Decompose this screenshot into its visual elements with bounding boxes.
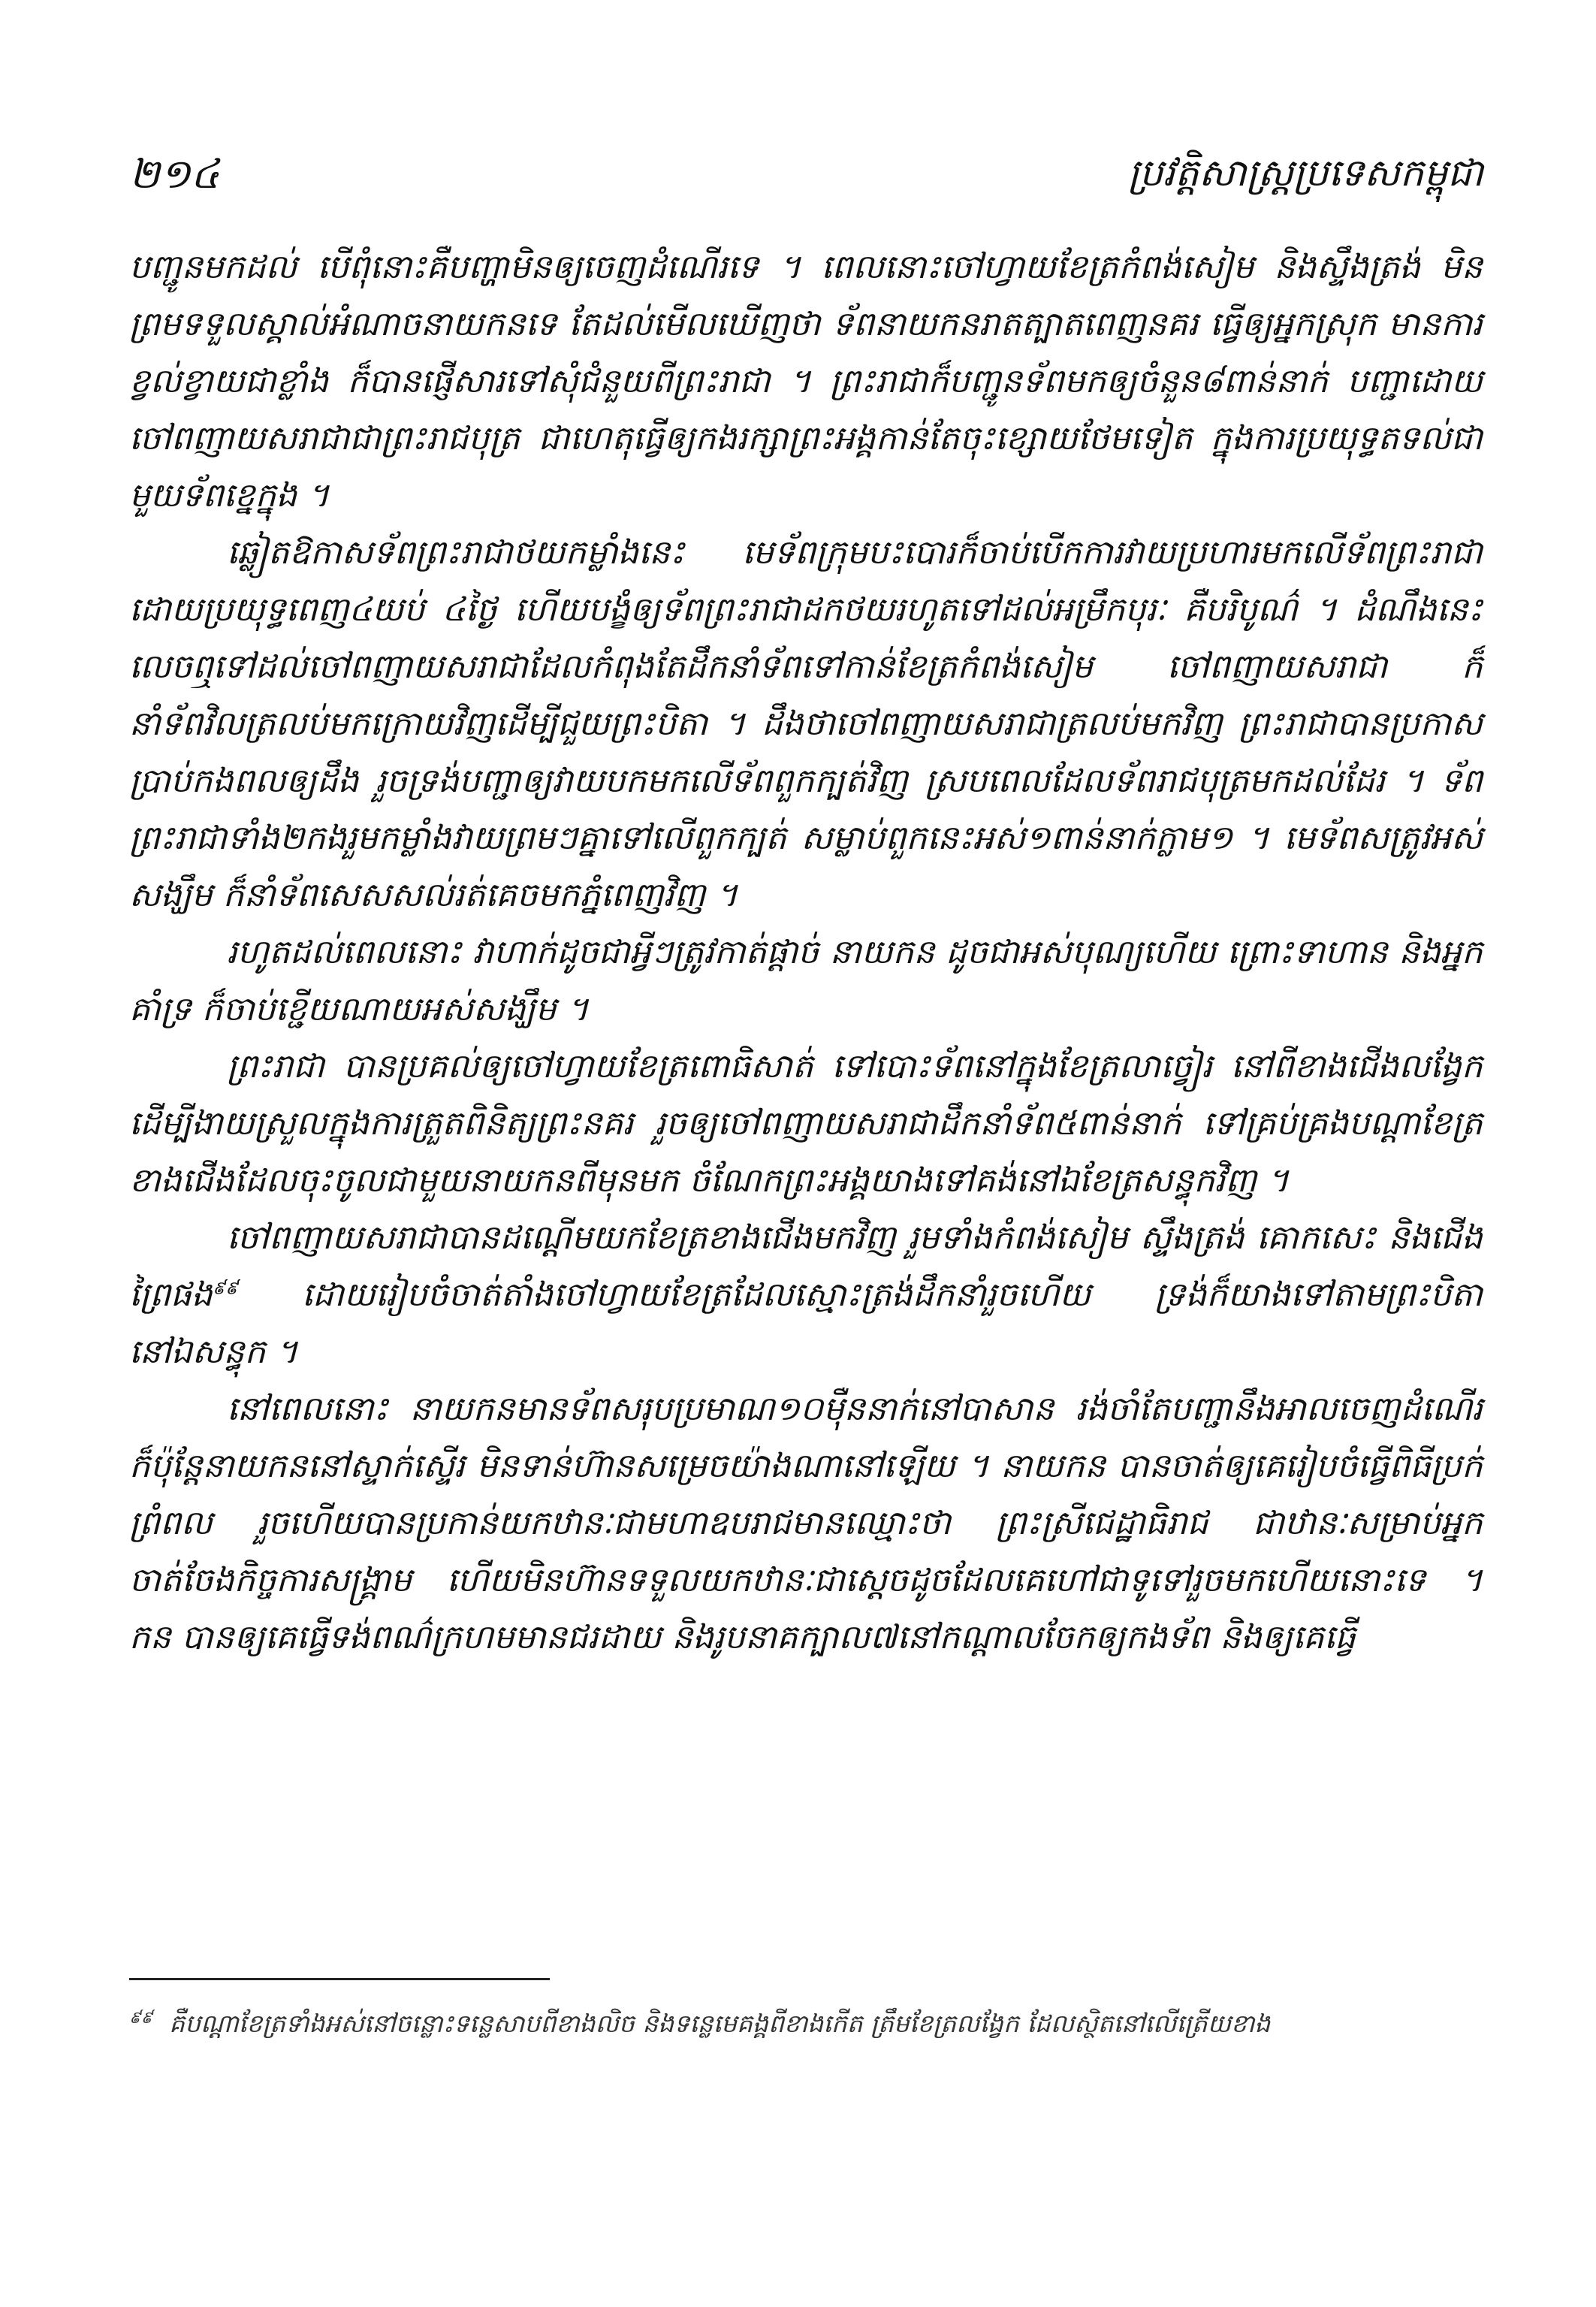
footnote-number: ៩៩ [129, 2009, 153, 2028]
footnote [129, 2000, 1483, 2043]
main-text [129, 239, 1483, 1666]
page-number: ២១៤ [129, 150, 219, 198]
paragraph [129, 1381, 1483, 1666]
page-header [129, 150, 1483, 222]
paragraph [129, 1038, 1483, 1209]
paragraph-text: ដោយរៀបចំចាត់តាំងចៅហ្វាយខែត្រដែលស្មោះត្រង់ដឹកនាំរួចហើយ ទ្រង់ក៏យាងទៅតាមព្រះបិតានៅឯសន្ធុក ។ [129, 1276, 1483, 1371]
footnote-divider [129, 1978, 550, 1980]
paragraph-text: ព្រះរាជា បានប្រគល់ឲ្យចៅហ្វាយខែត្រពោធិសាត់ ទៅបោះទ័ពនៅក្នុងខែត្រលាច្វៀរ នៅពីខាងជើងលង្វែក ដើម្បីងាយស្រួលក្នុងការត្រួតពិនិត្យព្រះនគរ រួចឲ្យចៅពញាយសរាជាដឹកនាំទ័ព៥ពាន់នាក់ ទៅគ្រប់គ្រងបណ្តាខែត្រខាងជើងដែលចុះចូលជាមួយនាយកនពីមុនមក ចំណែកព្រះអង្គយាងទៅគង់នៅឯខែត្រសន្ធុកវិញ ។ [129, 1047, 1483, 1200]
paragraph [129, 524, 1483, 924]
paragraph [129, 924, 1483, 1038]
paragraph-text: បញ្ជូនមកដល់ បើពុំនោះគឺបញ្ហាមិនឲ្យចេញដំណើរទេ ។ ពេលនោះចៅហ្វាយខែត្រកំពង់សៀម និងស្ទឹងត្រង់ មិនព្រមទទួលស្គាល់អំណាចនាយកនទេ តែដល់មើលឃើញថា ទ័ពនាយកនរាតត្បាតពេញនគរ ធ្វើឲ្យអ្នកស្រុក មានការខ្វល់ខ្វាយជាខ្លាំង ក៏បានផ្ញើសារទៅសុំជំនួយពីព្រះរាជា ។ ព្រះរាជាក៏បញ្ជូនទ័ពមកឲ្យចំនួន៨ពាន់នាក់ បញ្ជាដោយចៅពញាយសរាជាជាព្រះរាជបុត្រ ជាហេតុធ្វើឲ្យកងរក្សាព្រះអង្គកាន់តែចុះខ្សោយថែមទៀត ក្នុងការប្រយុទ្ធតទល់ជាមួយទ័ពខ្នេក្នុង ។ [129, 248, 1483, 515]
paragraph [129, 1209, 1483, 1381]
paragraph-text: ឆ្លៀតឱកាសទ័ពព្រះរាជាថយកម្លាំងនេះ មេទ័ពក្រុមបះបោរក៏ចាប់បើកការវាយប្រហារមកលើទ័ពព្រះរាជា ដោយប្រយុទ្ធពេញ៤យប់ ៤ថ្ងៃ ហើយបង្ខំឲ្យទ័ពព្រះរាជាដកថយរហូតទៅដល់អម្រឹកបុរៈ គឺបរិបូណ៌ ។ ដំណឹងនេះ លេចឮទៅដល់ចៅពញាយសរាជាដែលកំពុងតែដឹកនាំទ័ពទៅកាន់ខែត្រកំពង់សៀម ចៅពញាយសរាជា ក៏នាំទ័ពវិលត្រលប់មកក្រោយវិញដើម្បីជួយព្រះបិតា ។ ដឹងថាចៅពញាយសរាជាត្រលប់មកវិញ ព្រះរាជាបានប្រកាសប្រាប់កងពលឲ្យដឹង រួចទ្រង់បញ្ជាឲ្យវាយបកមកលើទ័ពពួកក្បត់វិញ ស្របពេលដែលទ័ពរាជបុត្រមកដល់ដែរ ។ ទ័ពព្រះរាជាទាំង២កងរួមកម្លាំងវាយព្រមៗគ្នាទៅលើពួកក្បត់ សម្លាប់ពួកនេះអស់១ពាន់នាក់ក្លាម១ ។ មេទ័ពសត្រូវអស់សង្ឃឹម ក៏នាំទ័ពសេសសល់រត់គេចមកភ្នំពេញវិញ ។ [129, 533, 1483, 914]
paragraph-text: ចៅពញាយសរាជាបានដណ្តើមយកខែត្រខាងជើងមកវិញ រួមទាំងកំពង់សៀម ស្ទឹងត្រង់ គោកសេះ និងជើងព្រៃផង [129, 1218, 1483, 1314]
running-title: ប្រវត្តិសាស្ត្រប្រទេសកម្ពុជា [1127, 151, 1483, 195]
footnote-reference[interactable]: ៩៩ [212, 1277, 238, 1299]
paragraph-text: នៅពេលនោះ នាយកនមានទ័ពសរុបប្រមាណ១០ម៉ឺននាក់នៅបាសាន រង់ចាំតែបញ្ជានឹងអាលចេញដំណើរ ក៏ប៉ុន្តែនាយកននៅស្ទាក់ស្ទើរ មិនទាន់ហ៊ានសម្រេចយ៉ាងណានៅឡើយ ។ នាយកន បានចាត់ឲ្យគេរៀបចំធ្វើពិធីប្រក់ព្រំពល រួចហើយបានប្រកាន់យកឋានៈជាមហាឧបរាជមានឈ្មោះថា ព្រះស្រីជេដ្ឋាធិរាជ ជាឋានៈសម្រាប់អ្នកចាត់ចែងកិច្ចការសង្គ្រាម ហើយមិនហ៊ានទទួលយកឋានៈជាស្តេចដូចដែលគេហៅជាទូទៅរួចមកហើយនោះទេ ។ កន បានឲ្យគេធ្វើទង់ពណ៌ក្រហមមានជរដាយ និងរូបនាគក្បាល៧នៅកណ្តាលចែកឲ្យកងទ័ព និងឲ្យគេធ្វើ [129, 1390, 1483, 1656]
paragraph-text: រហូតដល់ពេលនោះ វាហាក់ដូចជាអ្វីៗត្រូវកាត់ផ្តាច់ នាយកន ដូចជាអស់បុណ្យហើយ ព្រោះទាហាន និងអ្នកគាំទ្រ ក៏ចាប់ខ្ជើយណាយអស់សង្ឃឹម ។ [129, 933, 1483, 1028]
footnote-text: គឺបណ្តាខែត្រទាំងអស់នៅចន្លោះទន្លេសាបពីខាងលិច និងទន្លេមេគង្គពីខាងកើត ត្រឹមខែត្រលង្វែក ដែលស្ថិតនៅលើត្រើយខាង [169, 2009, 1271, 2038]
paragraph [129, 239, 1483, 524]
